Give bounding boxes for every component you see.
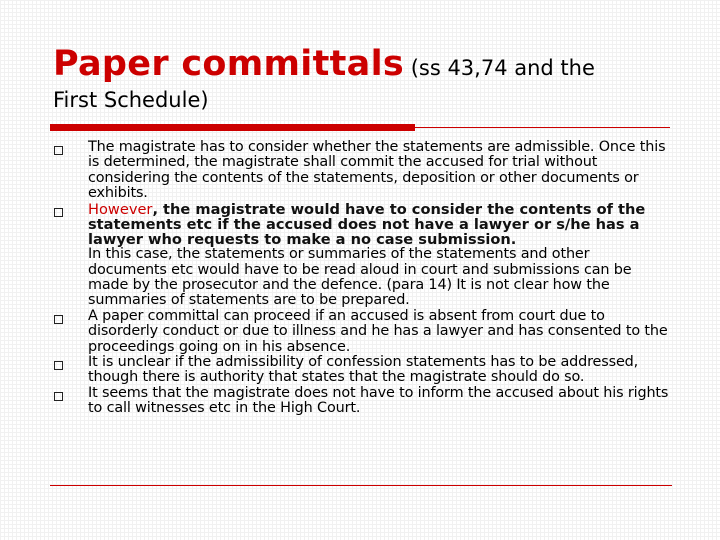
bullet-item-1 [50, 140, 672, 202]
bullet-item-4 [50, 355, 672, 386]
title-subtitle: (ss 43,74 and the [404, 56, 595, 80]
bullet-item-3 [50, 309, 672, 355]
title-main: Paper committals [53, 44, 405, 84]
square-bullet-icon [54, 146, 63, 155]
bullet-text: The magistrate has to consider whether the statements are admissible. Once this is determined, the magistrate shall commit the accused for trial without considering the contents of the statements, deposition or other documents or exhibits. [88, 139, 666, 202]
square-bullet-icon [54, 315, 63, 324]
bullet-text: A paper committal can proceed if an accused is absent from court due to disorderly conduct or due to illness and he has a lawyer and has consented to the proceedings going on in his absence. [88, 307, 668, 355]
title-underline-thin [415, 127, 670, 128]
bullet-emphasis-text: , the magistrate would have to consider the contents of the statements etc if the accused does not have a lawyer or s/he has a lawyer who requests to make a no case submission. [88, 200, 646, 249]
title-underline-thick [50, 124, 415, 131]
bullet-emphasis [88, 202, 672, 248]
bullet-text: It seems that the magistrate does not have to inform the accused about his rights to call witnesses etc in the High Court. [88, 384, 669, 417]
footer-rule [50, 485, 672, 486]
slide-title [53, 44, 595, 84]
square-bullet-icon [54, 361, 63, 370]
title-line2: First Schedule) [53, 88, 209, 112]
however-lead: However [88, 200, 153, 218]
square-bullet-icon [54, 208, 63, 217]
bullet-list [50, 140, 672, 417]
bullet-text: It is unclear if the admissibility of confession statements has to be addressed, though there is authority that states that the magistrate should do so. [88, 354, 639, 386]
bullet-text: In this case, the statements or summaries of the statements and other documents etc would have to be read aloud in court and submissions can be made by the prosecutor and the defence. (para 14) It is not clear how the summaries of statements are to be prepared. [88, 246, 632, 309]
square-bullet-icon [54, 392, 63, 401]
bullet-item-5 [50, 386, 672, 417]
bullet-item-2 [50, 202, 672, 309]
